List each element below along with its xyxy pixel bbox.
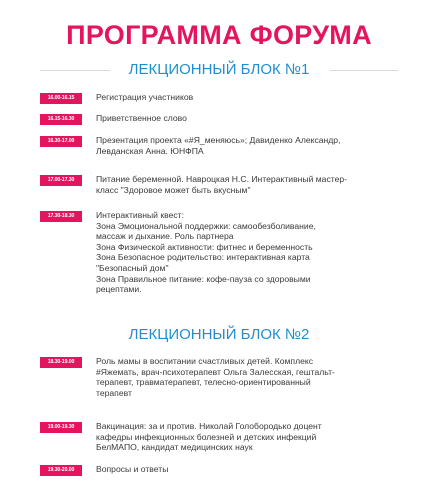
program-item-text: Вопросы и ответы <box>96 464 169 474</box>
program-item-text: Вакцинация: за и против. Николай Голобородько доцент кафедры инфекционных болезней и детских инфекций БелМАПО, кандидат медицинских наук <box>96 421 322 453</box>
time-badge: 18.30-19.00 <box>40 357 82 368</box>
time-badge: 17.00-17.30 <box>40 175 82 186</box>
time-badge: 17.30-18.30 <box>40 211 82 222</box>
program-item-text: Приветственное слово <box>96 113 187 123</box>
block2-heading: ЛЕКЦИОННЫЙ БЛОК №2 <box>128 326 310 343</box>
program-item-text: Презентация проекта «#Я_меняюсь»; Давиденко Александр, Левданская Анна. ЮНФПА <box>96 135 341 156</box>
program-item-text: Регистрация участников <box>96 92 194 102</box>
time-badge: 19.30-20.00 <box>40 465 82 476</box>
program-item-text: Роль мамы в воспитании счастливых детей. Комплекс #Яжемать, врач-психотерапевт Ольга Залесская, гештальт- терапевт, травматерапевт, телесно-ориентированный терапевт <box>96 356 335 398</box>
block1-heading: ЛЕКЦИОННЫЙ БЛОК №1 <box>128 61 310 78</box>
program-item-text: Интерактивный квест: Зона Эмоциональной поддержки: самообезболивание, массаж и дыхание. Роль партнера Зона Физической активности: фитнес и беременность Зона Безопасное родительство: интерактивная карта "Безопасный дом" Зона Правильное питание: кофе-пауза со здоровыми рецептами. <box>96 210 316 295</box>
heading-rule-right <box>330 70 398 71</box>
time-badge: 16.00-16.15 <box>40 93 82 104</box>
page-title: ПРОГРАММА ФОРУМА <box>66 20 372 50</box>
program-item-text: Питание беременной. Навроцкая Н.С. Интерактивный мастер- класс "Здоровое может быть вкусным" <box>96 174 347 195</box>
time-badge: 16.30-17.00 <box>40 136 82 147</box>
time-badge: 16.15-16.30 <box>40 114 82 125</box>
time-badge: 19.00-19.30 <box>40 422 82 433</box>
